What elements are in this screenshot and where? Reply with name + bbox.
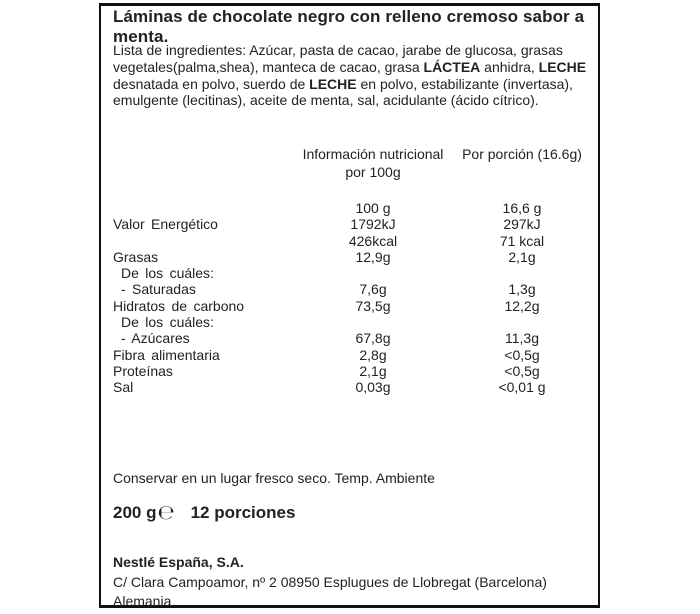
- nutrition-row: [113, 330, 596, 346]
- nutrient-label: De los cuáles:: [121, 265, 214, 282]
- per-portion-value: 12,2g: [504, 297, 540, 314]
- ingredients-segment: en polvo, estabilizante (invertasa),: [356, 75, 573, 92]
- per-100g-value: 0,03g: [355, 379, 391, 396]
- nutrition-row: [113, 281, 596, 297]
- net-weight-amount: 200 g: [113, 503, 157, 522]
- per-100g-value: 1792kJ: [350, 216, 396, 233]
- manufacturer-country: Alemania: [113, 593, 172, 609]
- ingredients-segment: Lista de ingredientes: Azúcar, pasta de cacao, jarabe de glucosa, grasas: [113, 42, 563, 58]
- product-title-line1: Láminas de chocolate negro con relleno cremoso sabor a: [113, 7, 585, 26]
- per-100g-value: 2,1g: [359, 362, 387, 379]
- product-label-sheet: [99, 3, 600, 608]
- per-100g-header-line2: por 100g: [345, 164, 401, 180]
- nutrition-row: [113, 265, 596, 281]
- nutrient-label: Sal: [113, 379, 134, 396]
- nutrient-label: Hidratos de carbono: [113, 297, 245, 314]
- nutrition-row: [113, 298, 596, 314]
- per-100g-value: 12,9g: [355, 248, 391, 265]
- ingredients-line: [113, 76, 591, 93]
- storage-instructions: Conservar en un lugar fresco seco. Temp. Ambiente: [113, 470, 435, 486]
- per-100g-value: [298, 314, 448, 330]
- nutrition-row: [113, 347, 596, 363]
- per-portion-value: 2,1g: [508, 248, 536, 265]
- ingredients-segment: anhidra,: [480, 58, 539, 75]
- nutrient-label: Fibra alimentaria: [113, 346, 220, 363]
- ingredients-line: [113, 92, 591, 109]
- per-portion-value: 16,6 g: [502, 200, 542, 216]
- manufacturer-name: Nestlé España, S.A.: [113, 554, 244, 570]
- per-100g-header-line1: Información nutricional: [302, 146, 444, 162]
- nutrient-label: [113, 233, 298, 249]
- per-portion-value: <0,5g: [504, 346, 540, 363]
- per-portion-value: [448, 265, 596, 281]
- ingredients-line: [113, 59, 591, 76]
- per-100g-value: 67,8g: [355, 330, 391, 347]
- ingredients-text: [113, 42, 591, 109]
- per-portion-value: 1,3g: [508, 281, 536, 298]
- ingredients-segment: vegetales(palma,shea), manteca de cacao, grasa: [113, 58, 424, 75]
- per-100g-value: 100 g: [355, 200, 391, 216]
- per-portion-value: 11,3g: [505, 330, 539, 347]
- nutrition-row: [113, 216, 596, 232]
- per-portion-column-header: Por porción (16.6g): [462, 146, 582, 162]
- nutrition-row: [113, 314, 596, 330]
- ingredients-segment: emulgente (lecitinas), aceite de menta, sal, acidulante (ácido cítrico).: [113, 92, 539, 109]
- portions-count: 12 porciones: [190, 503, 296, 522]
- nutrition-row: [113, 233, 596, 249]
- ingredients-segment: desnatada en polvo, suerdo de: [113, 75, 310, 92]
- ingredients-line: [113, 42, 591, 59]
- per-100g-column-header: [291, 145, 455, 181]
- per-100g-value: [298, 265, 448, 281]
- net-weight-line: [113, 499, 295, 523]
- per-portion-value: [448, 314, 596, 330]
- nutrient-label: Grasas: [113, 248, 159, 265]
- per-100g-value: 426kcal: [348, 232, 398, 249]
- manufacturer-block: [113, 553, 591, 612]
- nutrient-label: Proteínas: [113, 362, 173, 379]
- per-portion-value: 297kJ: [503, 216, 541, 233]
- allergen-highlight: LECHE: [538, 58, 587, 75]
- per-portion-value: 71 kcal: [499, 232, 545, 249]
- nutrition-rows: [113, 200, 596, 396]
- estimated-sign: ℮: [157, 500, 175, 524]
- nutrition-row: [113, 200, 596, 216]
- nutrient-label: - Saturadas: [121, 281, 196, 298]
- product-title-line2: menta.: [113, 26, 169, 46]
- nutrition-row: [113, 363, 596, 379]
- nutrient-label: - Azúcares: [121, 330, 190, 347]
- nutrition-row: [113, 249, 596, 265]
- manufacturer-address: C/ Clara Campoamor, nº 2 08950 Esplugues de Llobregat (Barcelona): [113, 573, 547, 590]
- per-100g-value: 2,8g: [359, 346, 387, 363]
- allergen-highlight: LÁCTEA: [423, 58, 481, 75]
- per-portion-value: <0,5g: [504, 362, 540, 379]
- per-100g-value: 7,6g: [359, 281, 387, 298]
- nutrient-label: Valor Energético: [113, 216, 218, 233]
- allergen-highlight: LECHE: [309, 75, 357, 92]
- nutrient-label: [113, 200, 298, 216]
- per-100g-value: 73,5g: [355, 297, 391, 314]
- nutrient-label: De los cuáles:: [121, 314, 214, 331]
- nutrition-row: [113, 379, 596, 395]
- product-title: [113, 7, 589, 46]
- per-portion-value: <0,01 g: [498, 379, 546, 396]
